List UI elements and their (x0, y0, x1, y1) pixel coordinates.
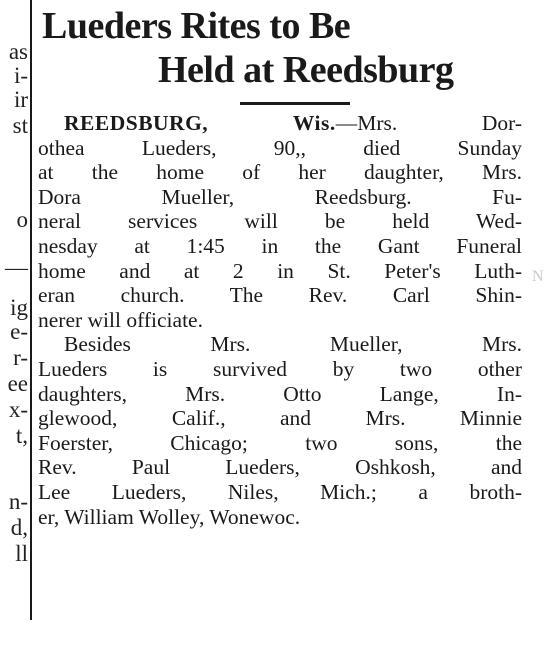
fragment-text: t, (15, 423, 28, 448)
headline-line: Held at Reedsburg (158, 49, 454, 91)
fragment-text: d, (10, 515, 28, 540)
article-headline (38, 4, 522, 92)
body-line: Foerster, Chicago; two sons, the (38, 430, 522, 455)
body-line (38, 111, 522, 136)
fragment-text: e- (10, 319, 28, 344)
body-line: at the home of her daughter, Mrs. (38, 160, 522, 185)
fragment-text: r- (13, 345, 28, 370)
body-line: home and at 2 in St. Peter's Luth- (38, 258, 522, 283)
obituary-article (38, 4, 522, 529)
body-line: Besides Mrs. Mueller, Mrs. (64, 332, 522, 357)
body-line: Dora Mueller, Reedsburg. Fu- (38, 184, 522, 209)
body-line: Rev. Paul Lueders, Oshkosh, and (38, 455, 522, 480)
body-line: neral services will be held Wed- (38, 209, 522, 234)
adjacent-column-fragments (0, 0, 28, 646)
edge-mark: N (532, 268, 544, 285)
body-line: Lueders is survived by two other (38, 356, 522, 381)
headline-rule (240, 102, 350, 105)
body-line-text: —Mrs. Dor- (335, 111, 522, 135)
column-divider (30, 0, 32, 620)
fragment-text: x- (8, 397, 28, 422)
body-line: eran church. The Rev. Carl Shin- (38, 283, 522, 308)
paragraph (38, 332, 522, 529)
fragment-text: ig (10, 295, 28, 320)
fragment-text: o (16, 207, 28, 232)
fragment-text: ee (7, 371, 28, 396)
body-line: othea Lueders, 90,, died Sunday (38, 135, 522, 160)
article-body (38, 111, 522, 529)
fragment-text: — (5, 255, 28, 280)
dateline: REEDSBURG, Wis. (64, 111, 336, 135)
body-line: nerer will officiate. (38, 307, 203, 332)
body-line: er, William Wolley, Wonewoc. (38, 504, 301, 529)
body-line: daughters, Mrs. Otto Lange, In- (38, 381, 522, 406)
body-line: glewood, Calif., and Mrs. Minnie (38, 406, 522, 431)
paragraph (38, 111, 522, 332)
fragment-text: st (12, 113, 28, 138)
fragment-text: ir (13, 87, 28, 112)
fragment-text: i- (13, 63, 28, 88)
headline-line: Lueders Rites to Be (42, 5, 351, 47)
fragment-text: n- (8, 489, 28, 514)
fragment-text: as (8, 39, 28, 64)
fragment-text: ll (15, 541, 28, 566)
body-line: Lee Lueders, Niles, Mich.; a broth- (38, 479, 522, 504)
body-line: nesday at 1:45 in the Gant Funeral (38, 233, 522, 258)
